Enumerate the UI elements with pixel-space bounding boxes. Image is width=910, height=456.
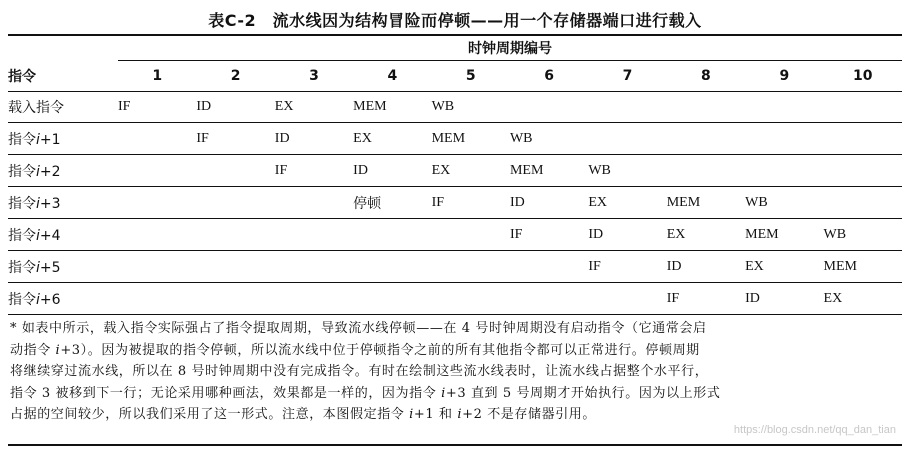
stage-cell [588, 123, 666, 155]
stage-cell [196, 219, 274, 251]
cycle-number: 8 [701, 67, 711, 84]
stage-cell [667, 155, 745, 187]
table-row [8, 91, 902, 123]
stage-cell: WB [432, 91, 510, 123]
stage-cell: IF [510, 219, 588, 251]
stage-cell: ID [275, 123, 353, 155]
cycle-number: 3 [309, 67, 319, 84]
stage-cell [588, 283, 666, 315]
cycle-number: 10 [853, 67, 873, 84]
footnote-line: 占据的空间较少，所以我们采用了这一形式。注意，本图假定指令 i+1 和 i+2 不是存储器引用。 [10, 407, 597, 423]
table-row [8, 219, 902, 251]
stage-cell: EX [745, 251, 823, 283]
stage-cell [745, 155, 823, 187]
stage-cell [353, 219, 431, 251]
stage-cell [667, 91, 745, 123]
stage-cell [196, 251, 274, 283]
cycle-number-row [8, 60, 902, 91]
stage-cell [510, 283, 588, 315]
stage-cell: EX [432, 155, 510, 187]
stage-cell: IF [275, 155, 353, 187]
cycle-number: 7 [622, 67, 633, 84]
stage-cell [275, 219, 353, 251]
pipeline-table [8, 36, 902, 315]
stage-cell: IF [118, 91, 196, 123]
stage-cell [667, 123, 745, 155]
footnote-line: 动指令 i+3）。因为被提取的指令停顿，所以流水线中位于停顿指令之前的所有其他指令都可以正常进行。停顿周期 [10, 342, 700, 358]
stage-cell [432, 283, 510, 315]
footnote-line: 将继续穿过流水线，所以在 8 号时钟周期中没有完成指令。有时在绘制这些流水线表时，让流水线占据整个水平行， [10, 364, 709, 380]
instruction-label: 指令i+4 [8, 219, 118, 251]
stage-cell [118, 187, 196, 219]
watermark: https://blog.csdn.net/qq_dan_tian [733, 424, 896, 436]
stage-cell: ID [667, 251, 745, 283]
stage-cell [432, 219, 510, 251]
stage-cell: MEM [824, 251, 902, 283]
stage-cell: WB [510, 123, 588, 155]
stage-cell [118, 155, 196, 187]
instruction-label: 载入指令 [8, 91, 118, 123]
stage-cell: IF [667, 283, 745, 315]
stage-cell [118, 251, 196, 283]
stage-cell [824, 187, 902, 219]
bottom-rule [8, 444, 902, 446]
cycle-number: 5 [465, 67, 476, 84]
stage-cell: MEM [510, 155, 588, 187]
stage-cell [824, 155, 902, 187]
stage-cell: MEM [667, 187, 745, 219]
stage-cell [353, 251, 431, 283]
stage-cell [275, 187, 353, 219]
stage-cell [432, 251, 510, 283]
table-title: 表C-2 流水线因为结构冒险而停顿——用一个存储器端口进行载入 [208, 11, 702, 30]
cycle-number: 6 [544, 67, 555, 84]
stage-cell: ID [510, 187, 588, 219]
group-header-row [8, 36, 902, 60]
stage-cell: IF [432, 187, 510, 219]
stage-cell: ID [745, 283, 823, 315]
stage-cell: EX [667, 219, 745, 251]
stage-cell: WB [588, 155, 666, 187]
table-row [8, 251, 902, 283]
stage-cell [353, 283, 431, 315]
stage-cell: ID [588, 219, 666, 251]
footnote-line: 指令 3 被移到下一行；无论采用哪种画法，效果都是一样的，因为指令 i+3 直到 5 号周期才开始执行。因为以上形式 [10, 385, 721, 401]
stage-cell [118, 283, 196, 315]
stage-cell: IF [196, 123, 274, 155]
footnote-line: * 如表中所示，载入指令实际强占了指令提取周期，导致流水线停顿——在 4 号时钟周期没有启动指令（它通常会启 [10, 321, 707, 336]
stage-cell [745, 91, 823, 123]
instruction-label: 指令i+3 [8, 187, 118, 219]
table-row [8, 123, 902, 155]
stage-cell: MEM [353, 91, 431, 123]
instruction-label: 指令i+2 [8, 155, 118, 187]
stage-cell [510, 91, 588, 123]
cycle-number: 1 [152, 67, 163, 84]
stage-cell: WB [824, 219, 902, 251]
stage-cell: EX [353, 123, 431, 155]
stage-cell: EX [824, 283, 902, 315]
instruction-label: 指令i+1 [8, 123, 118, 155]
stage-cell: MEM [432, 123, 510, 155]
stage-cell [275, 251, 353, 283]
stage-cell: ID [353, 155, 431, 187]
cycle-number: 4 [387, 67, 398, 84]
stage-cell [824, 91, 902, 123]
stage-cell: ID [196, 91, 274, 123]
stage-cell: EX [588, 187, 666, 219]
cycle-number: 9 [779, 67, 790, 84]
table-row [8, 283, 902, 315]
stage-cell: IF [588, 251, 666, 283]
stage-cell: WB [745, 187, 823, 219]
stage-cell [510, 251, 588, 283]
stage-cell [196, 187, 274, 219]
stage-cell [588, 91, 666, 123]
stage-cell [196, 283, 274, 315]
stage-cell [745, 123, 823, 155]
cycle-number: 2 [230, 67, 241, 84]
stage-cell: MEM [745, 219, 823, 251]
stage-cell [275, 283, 353, 315]
footnote [10, 318, 900, 426]
table-row [8, 187, 902, 219]
empty-corner [8, 36, 118, 60]
instruction-label: 指令i+5 [8, 251, 118, 283]
stage-cell: 停顿 [353, 187, 431, 219]
table-row [8, 155, 902, 187]
stage-cell [118, 123, 196, 155]
instruction-column-header: 指令 [8, 68, 36, 85]
stage-cell [824, 123, 902, 155]
clock-cycle-header: 时钟周期编号 [468, 41, 552, 57]
stage-cell: EX [275, 91, 353, 123]
stage-cell [196, 155, 274, 187]
instruction-label: 指令i+6 [8, 283, 118, 315]
stage-cell [118, 219, 196, 251]
